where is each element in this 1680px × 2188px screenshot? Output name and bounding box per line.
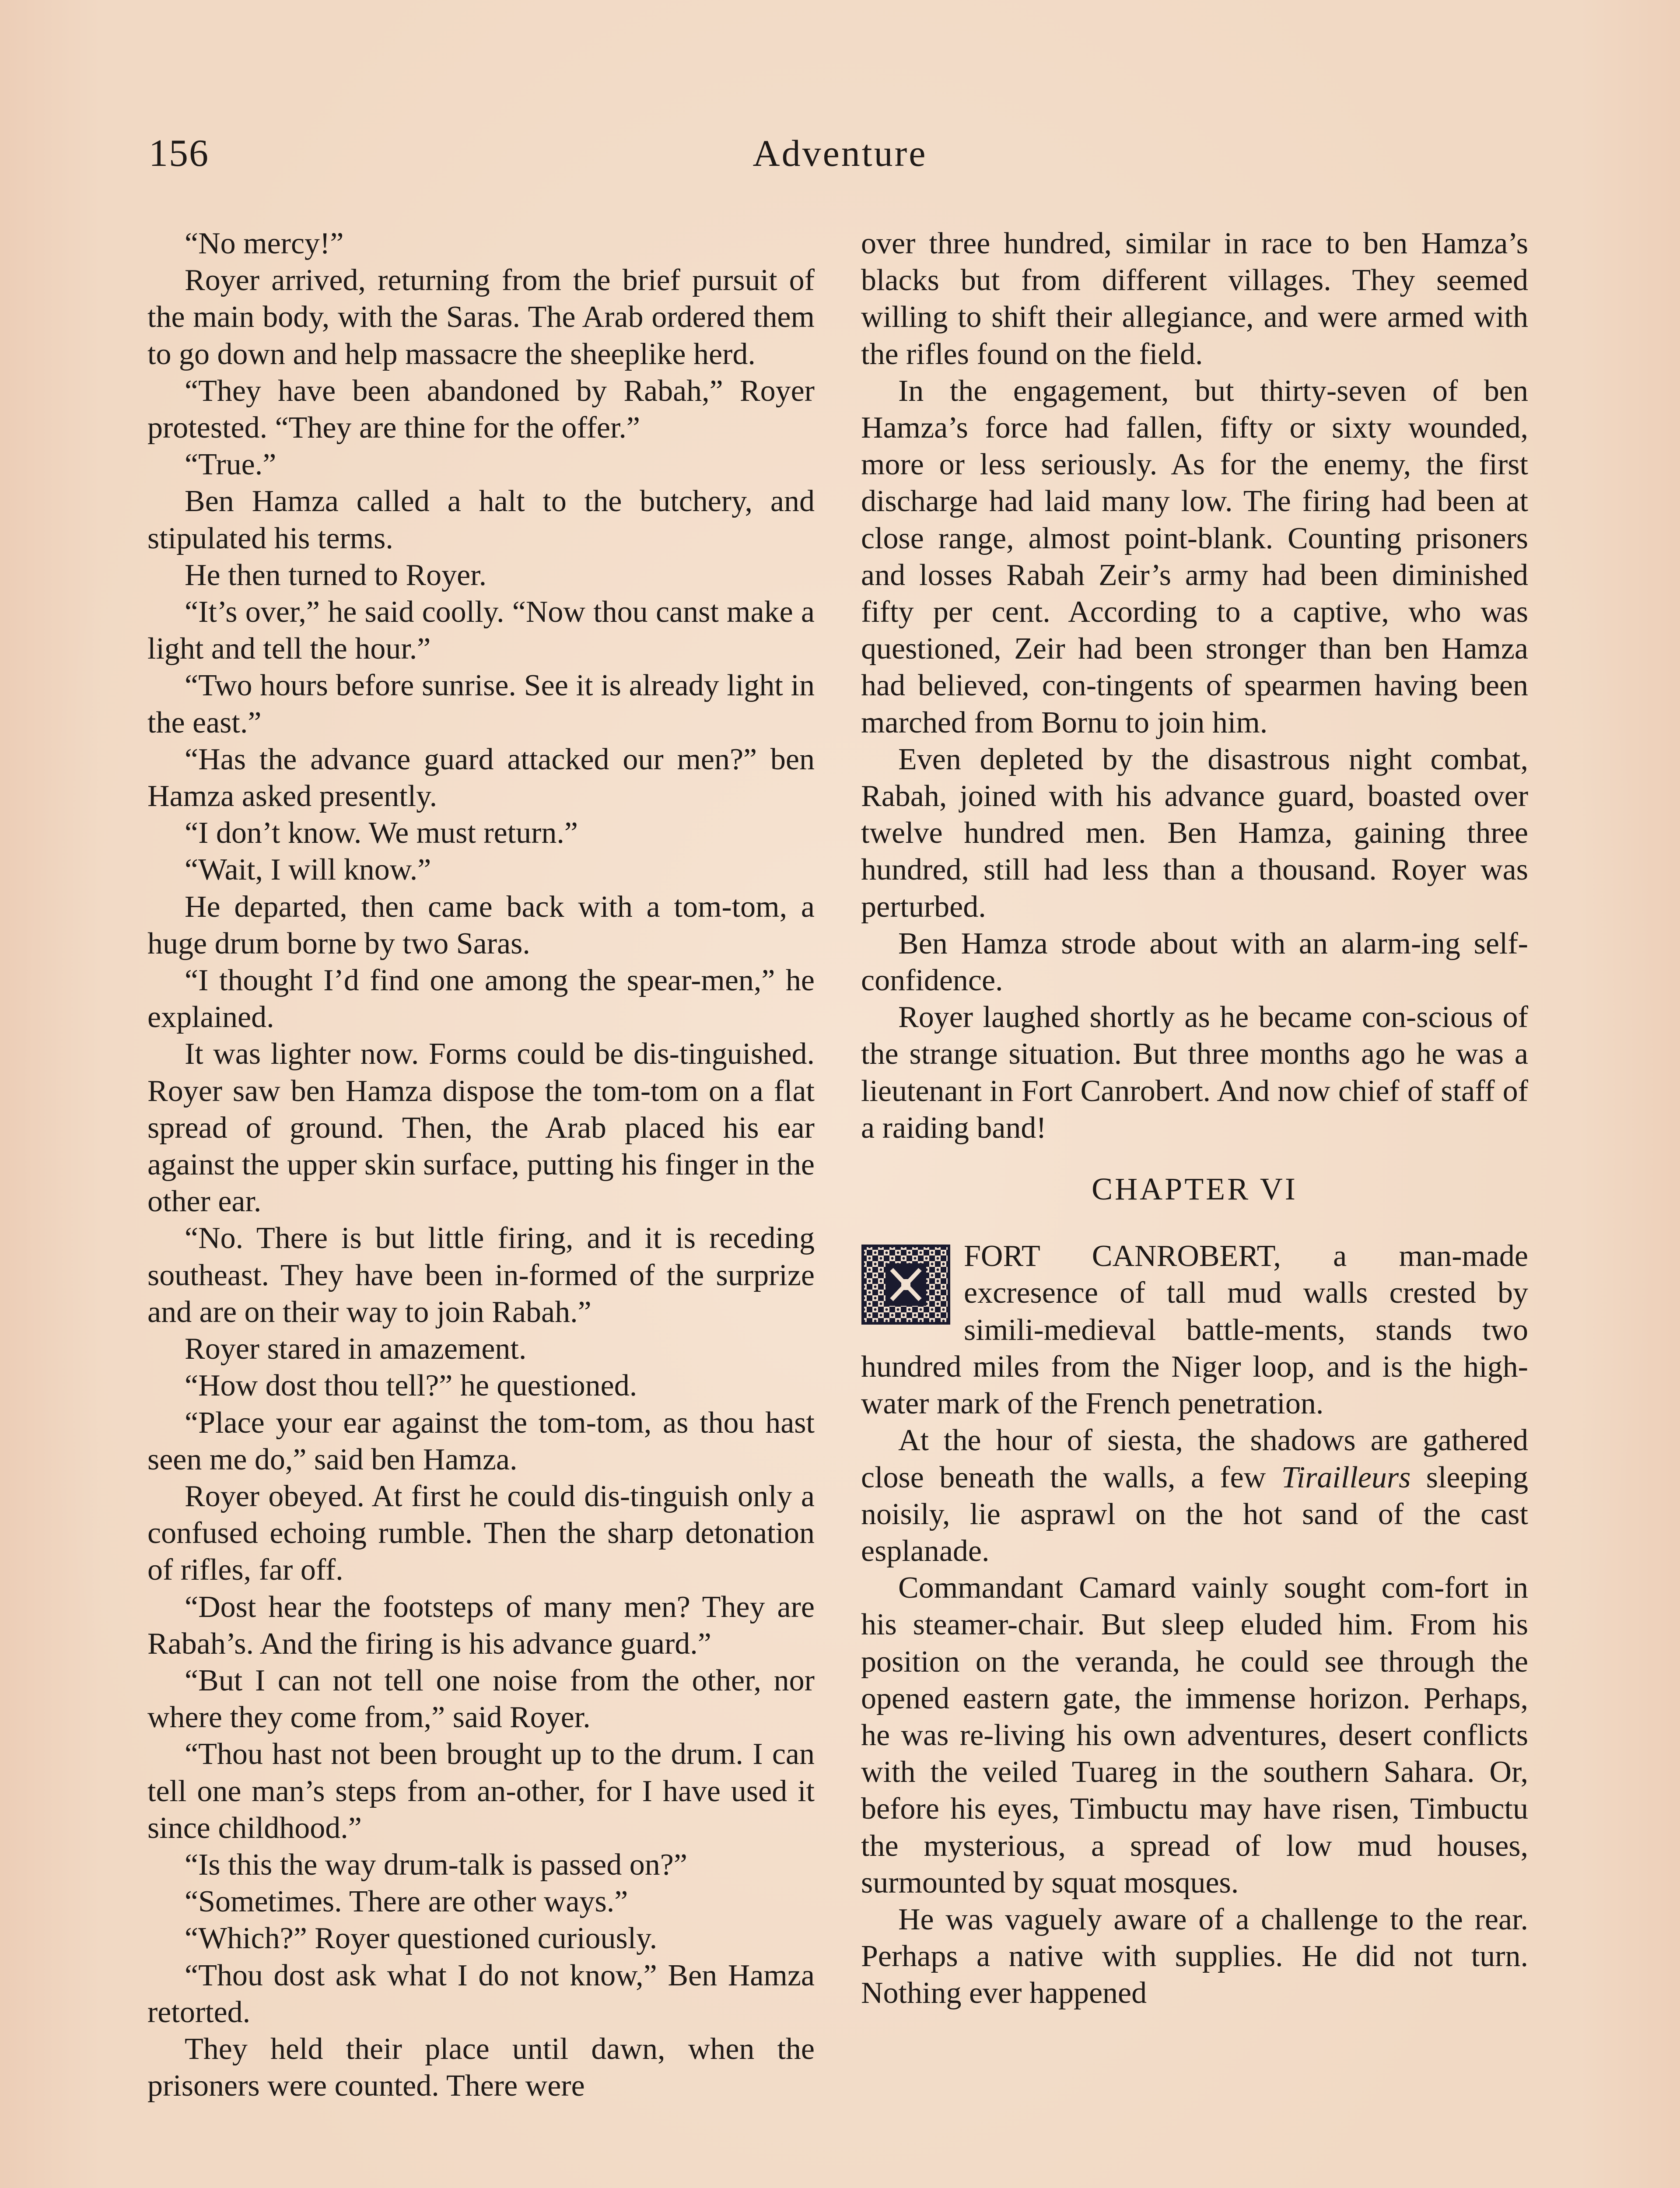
paragraph: He then turned to Royer. bbox=[185, 558, 487, 592]
paragraph: It was lighter now. Forms could be dis-tinguished. Royer saw ben Hamza dispose the tom-tom on a flat spread of ground. Then, the Arab placed his ear against the upper skin surface, putting his finger in the other ear. bbox=[147, 1037, 815, 1219]
paragraph: “How dost thou tell?” he questioned. bbox=[185, 1369, 637, 1403]
paragraph: Royer laughed shortly as he became con-scious of the strange situation. But three months ago he was a lieutenant in Fort Canrobert. And now chief of staff of a raiding band! bbox=[861, 1000, 1528, 1145]
paragraph: “True.” bbox=[185, 448, 276, 482]
paragraph: “Is this the way drum-talk is passed on?” bbox=[185, 1848, 687, 1882]
paragraph: “It’s over,” he said coolly. “Now thou canst make a light and tell the hour.” bbox=[147, 595, 815, 666]
paragraph: “Sometimes. There are other ways.” bbox=[185, 1885, 628, 1919]
page-header bbox=[149, 131, 1531, 188]
chapter-heading: CHAPTER VI bbox=[1092, 1171, 1298, 1207]
paragraph: At the hour of siesta, the shadows are gathered close beneath the walls, a few Tirailleurs sleeping noisily, lie asprawl on the hot sand of the cast esplanade. bbox=[861, 1424, 1529, 1568]
right-column bbox=[861, 225, 1528, 2012]
paragraph: Royer arrived, returning from the brief pursuit of the main body, with the Saras. The Arab ordered them to go down and help massacre the sheeplike herd. bbox=[147, 263, 815, 371]
paragraph: “I thought I’d find one among the spear-men,” he explained. bbox=[147, 964, 815, 1034]
paragraph: over three hundred, similar in race to ben Hamza’s blacks but from different villages. They seemed willing to shift their allegiance, and were armed with the rifles found on the field. bbox=[861, 227, 1528, 371]
paragraph: “Thou dost ask what I do not know,” Ben Hamza retorted. bbox=[147, 1958, 815, 2029]
paragraph: “Dost hear the footsteps of many men? They are Rabah’s. And the firing is his advance guard.” bbox=[147, 1590, 815, 1661]
paragraph: Royer stared in amazement. bbox=[185, 1332, 527, 1366]
paragraph: “Wait, I will know.” bbox=[185, 853, 431, 887]
paragraph: “Two hours before sunrise. See it is already light in the east.” bbox=[147, 669, 815, 740]
chapter-opening-paragraph: FORT CANROBERT, a man-made excresence of tall mud walls crested by simili-medieval battle-ments, stands two hundred miles from the Niger loop, and is the high-water mark of the French penetration. bbox=[861, 1239, 1528, 1421]
paragraph: “Which?” Royer questioned curiously. bbox=[185, 1922, 658, 1956]
paragraph: “Has the advance guard attacked our men?” ben Hamza asked presently. bbox=[147, 742, 815, 813]
paragraph: “I don’t know. We must return.” bbox=[185, 816, 578, 850]
paragraph: He departed, then came back with a tom-tom, a huge drum borne by two Saras. bbox=[147, 890, 815, 961]
paragraph: They held their place until dawn, when the prisoners were counted. There were bbox=[147, 2032, 815, 2103]
paragraph: “Place your ear against the tom-tom, as thou hast seen me do,” said ben Hamza. bbox=[147, 1406, 815, 1476]
chapter-opening bbox=[861, 1238, 1528, 1422]
paragraph: In the engagement, but thirty-seven of ben Hamza’s force had fallen, fifty or sixty wounded, more or less seriously. As for the enemy, the first discharge had laid many low. The firing had been at close range, almost point-blank. Counting prisoners and losses Rabah Zeir’s army had been diminished fifty per cent. According to a captive, who was questioned, Zeir had been stronger than ben Hamza had believed, con-tingents of spearmen having been marched from Bornu to join him. bbox=[861, 374, 1528, 740]
paragraph: “They have been abandoned by Rabah,” Royer protested. “They are thine for the offer.” bbox=[147, 374, 815, 445]
left-column bbox=[147, 225, 815, 2104]
paragraph: Royer obeyed. At first he could dis-tinguish only a confused echoing rumble. Then the sharp detonation of rifles, far off. bbox=[147, 1479, 815, 1587]
paragraph: “No mercy!” bbox=[185, 227, 344, 260]
running-head-title: Adventure bbox=[752, 132, 928, 174]
paragraph: “But I can not tell one noise from the other, nor where they come from,” said Royer. bbox=[147, 1663, 815, 1735]
paragraph: Ben Hamza strode about with an alarm-ing self-confidence. bbox=[861, 926, 1528, 998]
paragraph: Even depleted by the disastrous night combat, Rabah, joined with his advance guard, boasted over twelve hundred men. Ben Hamza, gaining three hundred, still had less than a thousand. Royer was perturbed. bbox=[861, 742, 1528, 924]
paragraph: Ben Hamza called a halt to the butchery, and stipulated his terms. bbox=[147, 484, 815, 555]
page-number: 156 bbox=[149, 132, 209, 175]
italic-term: Tirailleurs bbox=[1281, 1460, 1411, 1494]
paragraph: He was vaguely aware of a challenge to the rear. Perhaps a native with supplies. He did not turn. Nothing ever happened bbox=[861, 1902, 1528, 2010]
paragraph: “No. There is but little firing, and it is receding southeast. They have been in-formed of the surprize and are on their way to join Rabah.” bbox=[147, 1221, 815, 1329]
paragraph: Commandant Camard vainly sought com-fort in his steamer-chair. But sleep eluded him. From his position on the veranda, he could see through the opened eastern gate, the immense horizon. Perhaps, he was re-living his own adventures, desert conflicts with the veiled Tuareg in the southern Sahara. Or, before his eyes, Timbuctu may have risen, Timbuctu the mysterious, a spread of low mud houses, surmounted by squat mosques. bbox=[861, 1571, 1528, 1900]
ornamental-dropcap-icon bbox=[861, 1244, 951, 1325]
paragraph: “Thou hast not been brought up to the drum. I can tell one man’s steps from an-other, for I have used it since childhood.” bbox=[147, 1737, 815, 1845]
